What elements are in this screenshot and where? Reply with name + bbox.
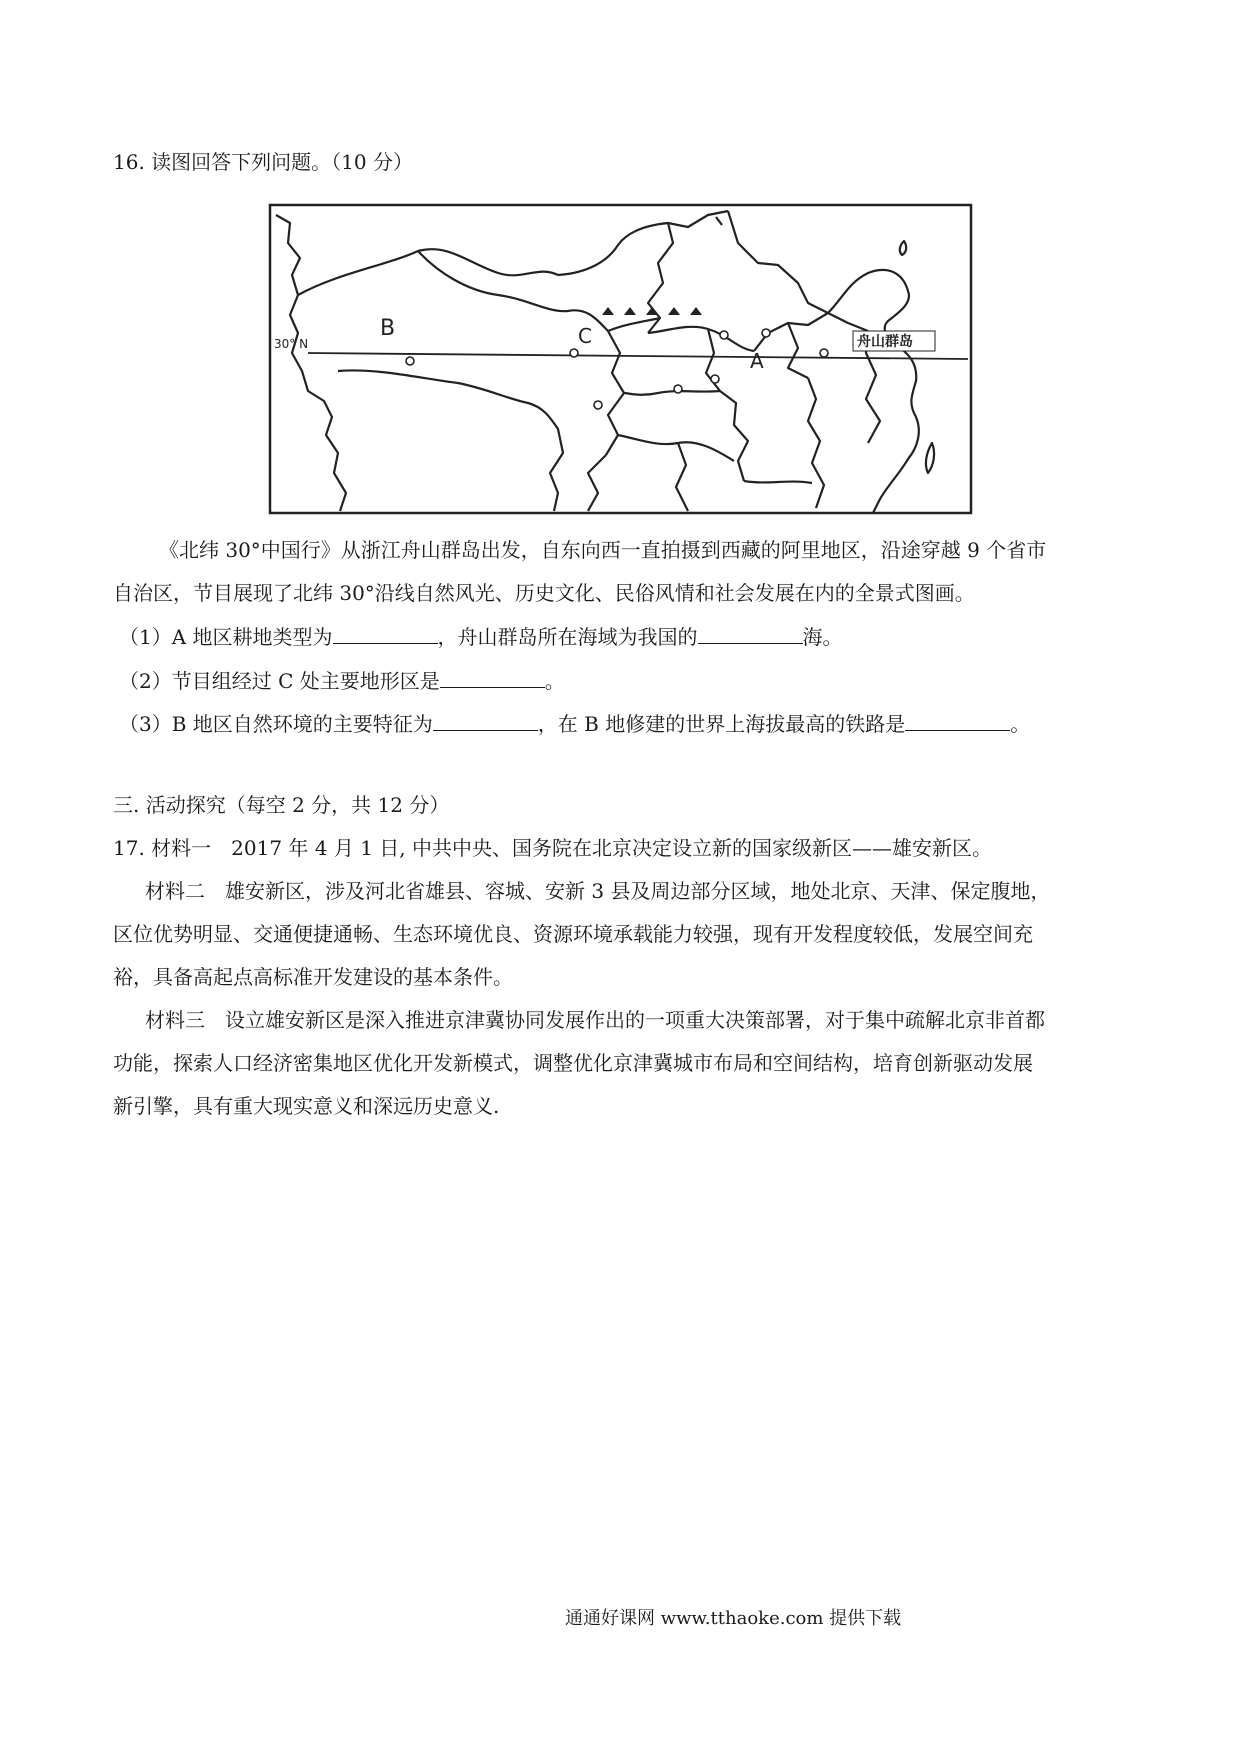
sub3-text-a: （3）B 地区自然环境的主要特征为 [119, 712, 433, 736]
question-16-title: 16. 读图回答下列问题。（10 分） [113, 150, 413, 174]
q17-material-1: 17. 材料一 2017 年 4 月 1 日, 中共中央、国务院在北京决定设立新的国家级新区——雄安新区。 [113, 836, 993, 860]
q17-material-3-line-1: 材料三 设立雄安新区是深入推进京津冀协同发展作出的一项重大决策部署，对于集中疏解北京非首都 [145, 1008, 1045, 1032]
q17-material-2-line-2: 区位优势明显、交通便捷通畅、生态环境优良、资源环境承载能力较强，现有开发程度较低，发展空间充 [113, 922, 1033, 946]
q17-material-2-line-3: 裕，具备高起点高标准开发建设的基本条件。 [113, 965, 513, 989]
zhoushan-label: 舟山群岛 [857, 334, 913, 350]
map-label-c: C [578, 324, 592, 348]
intro-line-2: 自治区，节目展现了北纬 30°沿线自然风光、历史文化、民俗风情和社会发展在内的全景式图画。 [113, 581, 975, 605]
q17-material-3-line-3: 新引擎，具有重大现实意义和深远历史意义. [113, 1094, 500, 1118]
latitude-label: 30° N [274, 337, 309, 351]
answer-blank-landform[interactable] [440, 665, 545, 688]
q17-material-2-line-1: 材料二 雄安新区，涉及河北省雄县、容城、安新 3 县及周边部分区域，地处北京、天津、保定腹地， [145, 879, 1051, 903]
intro-line-1: 《北纬 30°中国行》从浙江舟山群岛出发，自东向西一直拍摄到西藏的阿里地区，沿途穿越 9 个省市 [159, 538, 1047, 562]
answer-blank-environment[interactable] [433, 708, 538, 731]
china-30n-map [268, 203, 973, 515]
sub3-text-c: 。 [1010, 712, 1031, 736]
subquestion-1 [119, 621, 843, 652]
sub1-text-c: 海。 [802, 625, 843, 649]
answer-blank-farmland[interactable] [333, 621, 438, 644]
answer-blank-sea[interactable] [698, 621, 803, 644]
subquestion-2 [119, 665, 565, 696]
sub1-text-a: （1）A 地区耕地类型为 [119, 625, 333, 649]
section-3-heading: 三. 活动探究（每空 2 分，共 12 分） [113, 793, 450, 817]
map-label-b: B [380, 316, 396, 341]
answer-blank-railway[interactable] [905, 708, 1010, 731]
sub2-text-b: 。 [544, 669, 565, 693]
subquestion-3 [119, 708, 1030, 739]
footer-source: 通通好课网 www.tthaoke.com 提供下载 [565, 1608, 902, 1629]
sub3-text-b: ，在 B 地修建的世界上海拔最高的铁路是 [537, 712, 906, 736]
q17-material-3-line-2: 功能，探索人口经济密集地区优化开发新模式，调整优化京津冀城市布局和空间结构，培育创新驱动发展 [113, 1051, 1033, 1075]
sub1-text-b: ，舟山群岛所在海域为我国的 [437, 625, 698, 649]
map-label-a: A [750, 349, 764, 373]
sub2-text-a: （2）节目组经过 C 处主要地形区是 [119, 669, 440, 693]
